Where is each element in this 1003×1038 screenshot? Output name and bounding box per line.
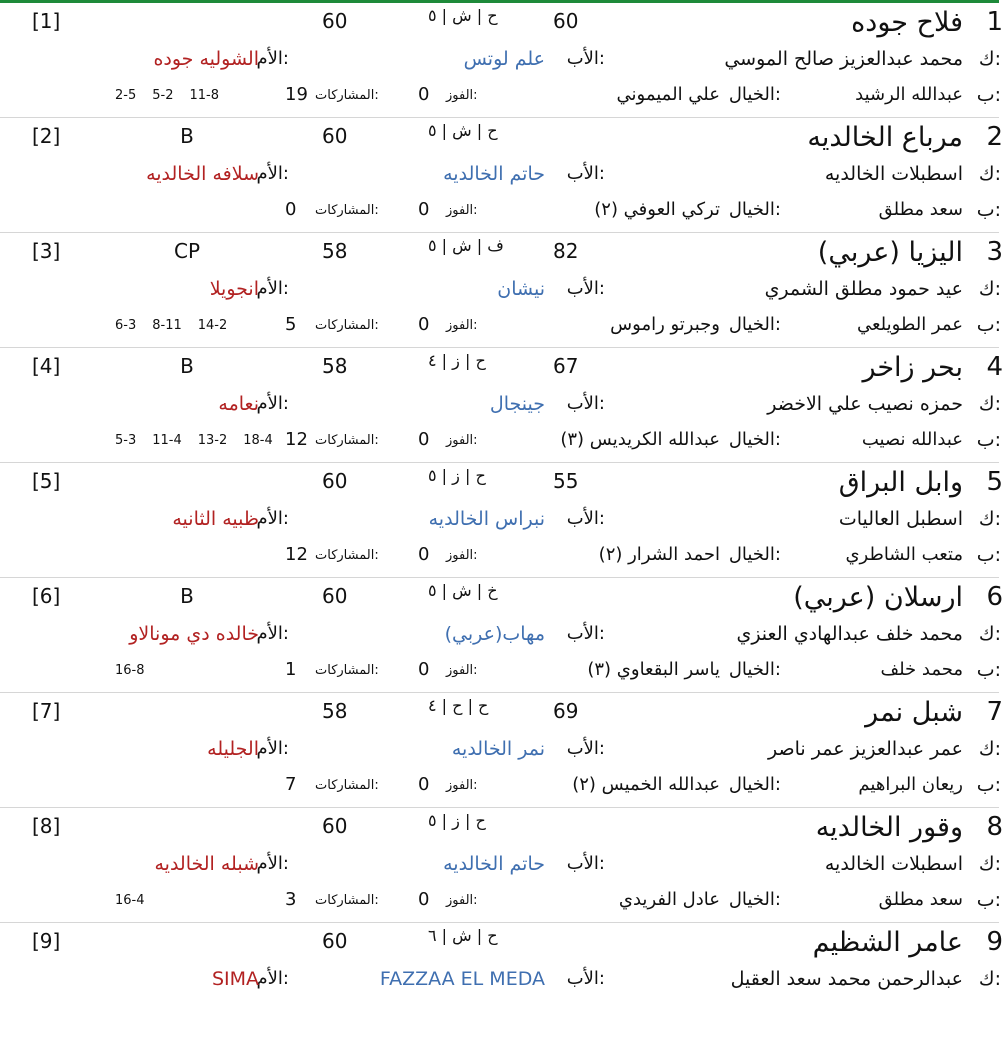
carried-weight: 58 (322, 354, 348, 378)
jockey-name[interactable]: تركي العوفي (٢) (594, 199, 720, 220)
wins-label: الفوز: (446, 318, 478, 333)
horse-name[interactable]: عامر الشظيم (812, 927, 963, 958)
trainer-name: عمر الطويلعي (856, 314, 963, 335)
sire-label: الأب: (566, 48, 605, 69)
wins-label: الفوز: (446, 433, 478, 448)
jockey-label: الخيال: (728, 314, 781, 335)
equipment-code: B (180, 124, 194, 148)
jockey-name[interactable]: عبدالله الخميس (٢) (572, 774, 720, 795)
jockey-label: الخيال: (728, 84, 781, 105)
horse-number: 4 (986, 352, 1003, 382)
dam-name[interactable]: سلافه الخالديه (146, 163, 259, 185)
horse-sex-color-age: خ | ش | ٥ (428, 581, 498, 600)
sire-name[interactable]: نبراس الخالديه (428, 508, 545, 530)
horse-name[interactable]: مرباع الخالديه (807, 122, 963, 153)
starts-label: المشاركات: (315, 893, 379, 908)
form-result: 16-4 (115, 893, 145, 908)
sire-name[interactable]: مهاب(عربي) (444, 623, 545, 645)
horse-name[interactable]: اليزيا (عربي) (817, 237, 963, 268)
draw-number: [5] (32, 469, 61, 493)
draw-number: [9] (32, 929, 61, 953)
form-result: 13-2 (197, 433, 228, 448)
owner-label: ك: (978, 968, 1001, 990)
horse-sex-color-age: ف | ش | ٥ (428, 236, 504, 255)
trainer-label: ب: (976, 429, 1001, 451)
equipment-code: CP (173, 239, 201, 263)
starts-count: 5 (285, 314, 297, 335)
horse-name[interactable]: ارسلان (عربي) (793, 582, 963, 613)
wins-count: 0 (418, 774, 430, 795)
dam-name[interactable]: الجليله (207, 738, 259, 760)
owner-label: ك: (978, 853, 1001, 875)
horse-sex-color-age: ح | ح | ٤ (428, 696, 489, 715)
horse-rating: 67 (553, 354, 579, 378)
trainer-label: ب: (976, 774, 1001, 796)
trainer-label: ب: (976, 314, 1001, 336)
horse-entry[interactable] (0, 693, 1003, 808)
jockey-name[interactable]: عادل الفريدي (618, 889, 720, 910)
starts-label: المشاركات: (315, 88, 379, 103)
sire-label: الأب: (566, 968, 605, 989)
horse-sex-color-age: ح | ش | ٦ (428, 926, 498, 945)
draw-number: [1] (32, 9, 61, 33)
horse-entry[interactable] (0, 808, 1003, 923)
horse-number: 2 (986, 122, 1003, 152)
owner-label: ك: (978, 738, 1001, 760)
dam-label: الأم: (256, 48, 289, 69)
horse-number: 8 (986, 812, 1003, 842)
equipment-code: B (180, 584, 194, 608)
wins-count: 0 (418, 84, 430, 105)
sire-name[interactable]: نيشان (497, 278, 545, 300)
draw-number: [4] (32, 354, 61, 378)
sire-name[interactable]: نمر الخالديه (451, 738, 545, 760)
dam-name[interactable]: ظبيه الثانيه (172, 508, 259, 530)
horse-entry[interactable] (0, 578, 1003, 693)
dam-name[interactable]: انجويلا (209, 278, 259, 300)
draw-number: [6] (32, 584, 61, 608)
starts-count: 1 (285, 659, 297, 680)
trainer-label: ب: (976, 199, 1001, 221)
jockey-name[interactable]: عبدالله الكريديس (٣) (560, 429, 720, 450)
starts-count: 12 (285, 429, 308, 450)
horse-sex-color-age: ح | ش | ٥ (428, 6, 498, 25)
trainer-label: ب: (976, 659, 1001, 681)
owner-name: حمزه نصيب علي الاخضر (767, 393, 963, 415)
wins-label: الفوز: (446, 88, 478, 103)
horse-name[interactable]: شبل نمر (865, 697, 963, 728)
draw-number: [2] (32, 124, 61, 148)
sire-label: الأب: (566, 278, 605, 299)
trainer-name: سعد مطلق (878, 889, 963, 910)
form-result: 16-8 (115, 663, 145, 678)
dam-label: الأم: (256, 738, 289, 759)
recent-form (115, 434, 289, 447)
wins-label: الفوز: (446, 893, 478, 908)
sire-name[interactable]: جينجال (489, 393, 545, 415)
carried-weight: 60 (322, 814, 348, 838)
wins-count: 0 (418, 429, 430, 450)
horse-rating: 60 (553, 9, 579, 33)
starts-count: 12 (285, 544, 308, 565)
wins-count: 0 (418, 544, 430, 565)
horse-name[interactable]: وقور الخالديه (815, 812, 963, 843)
horse-number: 9 (986, 927, 1003, 957)
sire-label: الأب: (566, 163, 605, 184)
trainer-name: متعب الشاطري (845, 544, 963, 565)
owner-name: عبدالرحمن محمد سعد العقيل (730, 968, 963, 990)
wins-count: 0 (418, 659, 430, 680)
form-result: 11-4 (152, 433, 182, 448)
horse-name[interactable]: فلاح جوده (851, 7, 963, 38)
horse-rating: 69 (553, 699, 579, 723)
sire-name[interactable]: FAZZAA EL MEDA (379, 968, 545, 990)
jockey-label: الخيال: (728, 544, 781, 565)
starts-label: المشاركات: (315, 778, 379, 793)
race-card-list (0, 3, 1003, 1038)
sire-label: الأب: (566, 738, 605, 759)
horse-entry[interactable] (0, 923, 1003, 1038)
equipment-code: B (180, 354, 194, 378)
horse-number: 6 (986, 582, 1003, 612)
form-result: 6-3 (115, 318, 137, 333)
owner-name: اسطبل العاليات (838, 508, 963, 530)
starts-count: 0 (285, 199, 297, 220)
wins-count: 0 (418, 199, 430, 220)
recent-form (115, 89, 235, 102)
starts-count: 19 (285, 84, 308, 105)
dam-label: الأم: (256, 278, 289, 299)
form-result: 5-3 (115, 433, 137, 448)
jockey-name[interactable]: وجبرتو راموس (610, 314, 720, 335)
horse-sex-color-age: ح | ز | ٥ (428, 466, 486, 485)
owner-label: ك: (978, 163, 1001, 185)
owner-label: ك: (978, 48, 1001, 70)
owner-label: ك: (978, 393, 1001, 415)
sire-label: الأب: (566, 393, 605, 414)
form-result: 18-4 (243, 433, 273, 448)
dam-name[interactable]: نعامه (218, 393, 259, 415)
dam-name[interactable]: الشوليه جوده (153, 48, 259, 70)
horse-entry[interactable] (0, 463, 1003, 578)
starts-label: المشاركات: (315, 548, 379, 563)
carried-weight: 58 (322, 699, 348, 723)
carried-weight: 60 (322, 469, 348, 493)
jockey-label: الخيال: (728, 889, 781, 910)
starts-label: المشاركات: (315, 318, 379, 333)
dam-name[interactable]: SIMA (211, 968, 259, 990)
owner-name: اسطبلات الخالديه (824, 163, 963, 185)
dam-label: الأم: (256, 968, 289, 989)
form-result: 2-5 (115, 88, 137, 103)
carried-weight: 60 (322, 9, 348, 33)
trainer-label: ب: (976, 544, 1001, 566)
recent-form (115, 319, 243, 332)
trainer-label: ب: (976, 889, 1001, 911)
sire-name[interactable]: حاتم الخالديه (443, 163, 545, 185)
carried-weight: 58 (322, 239, 348, 263)
dam-label: الأم: (256, 163, 289, 184)
sire-name[interactable]: علم لوتس (463, 48, 545, 70)
owner-name: اسطبلات الخالديه (824, 853, 963, 875)
wins-count: 0 (418, 889, 430, 910)
horse-rating: 55 (553, 469, 579, 493)
horse-sex-color-age: ح | ش | ٥ (428, 121, 498, 140)
sire-label: الأب: (566, 853, 605, 874)
wins-label: الفوز: (446, 548, 478, 563)
starts-label: المشاركات: (315, 663, 379, 678)
horse-name[interactable]: بحر زاخر (862, 352, 963, 383)
recent-form (115, 664, 161, 677)
wins-label: الفوز: (446, 203, 478, 218)
jockey-name[interactable]: ياسر البقعاوي (٣) (587, 659, 720, 680)
jockey-name[interactable]: احمد الشرار (٢) (598, 544, 720, 565)
starts-label: المشاركات: (315, 203, 379, 218)
trainer-name: عبدالله نصيب (861, 429, 963, 450)
horse-number: 1 (986, 7, 1003, 37)
wins-label: الفوز: (446, 663, 478, 678)
trainer-name: سعد مطلق (878, 199, 963, 220)
owner-name: عيد حمود مطلق الشمري (764, 278, 963, 300)
dam-name[interactable]: خالده دي مونالاو (129, 623, 259, 645)
sire-label: الأب: (566, 508, 605, 529)
jockey-label: الخيال: (728, 774, 781, 795)
horse-entry[interactable] (0, 233, 1003, 348)
carried-weight: 60 (322, 584, 348, 608)
dam-label: الأم: (256, 623, 289, 644)
wins-label: الفوز: (446, 778, 478, 793)
carried-weight: 60 (322, 124, 348, 148)
jockey-label: الخيال: (728, 199, 781, 220)
owner-label: ك: (978, 278, 1001, 300)
recent-form (115, 894, 161, 907)
form-result: 11-8 (189, 88, 219, 103)
horse-sex-color-age: ح | ز | ٥ (428, 811, 486, 830)
trainer-name: عبدالله الرشيد (855, 84, 963, 105)
horse-entry[interactable] (0, 3, 1003, 118)
owner-label: ك: (978, 623, 1001, 645)
trainer-label: ب: (976, 84, 1001, 106)
starts-count: 7 (285, 774, 297, 795)
draw-number: [8] (32, 814, 61, 838)
horse-sex-color-age: ح | ز | ٤ (428, 351, 486, 370)
horse-name[interactable]: وابل البراق (838, 467, 963, 498)
form-result: 8-11 (152, 318, 182, 333)
dam-label: الأم: (256, 508, 289, 529)
draw-number: [3] (32, 239, 61, 263)
draw-number: [7] (32, 699, 61, 723)
dam-label: الأم: (256, 853, 289, 874)
starts-count: 3 (285, 889, 297, 910)
trainer-name: محمد خلف (880, 659, 963, 680)
sire-name[interactable]: حاتم الخالديه (443, 853, 545, 875)
horse-number: 5 (986, 467, 1003, 497)
dam-name[interactable]: شبله الخالديه (154, 853, 259, 875)
horse-number: 3 (986, 237, 1003, 267)
owner-label: ك: (978, 508, 1001, 530)
dam-label: الأم: (256, 393, 289, 414)
jockey-label: الخيال: (728, 659, 781, 680)
form-result: 14-2 (197, 318, 228, 333)
starts-label: المشاركات: (315, 433, 379, 448)
owner-name: محمد خلف عبدالهادي العنزي (736, 623, 963, 645)
horse-number: 7 (986, 697, 1003, 727)
horse-entry[interactable] (0, 348, 1003, 463)
sire-label: الأب: (566, 623, 605, 644)
owner-name: عمر عبدالعزيز عمر ناصر (768, 738, 963, 760)
carried-weight: 60 (322, 929, 348, 953)
form-result: 5-2 (152, 88, 174, 103)
jockey-name[interactable]: علي الميموني (616, 84, 720, 105)
horse-entry[interactable] (0, 118, 1003, 233)
wins-count: 0 (418, 314, 430, 335)
jockey-label: الخيال: (728, 429, 781, 450)
owner-name: محمد عبدالعزيز صالح الموسي (724, 48, 963, 70)
horse-rating: 82 (553, 239, 579, 263)
trainer-name: ريعان البراهيم (858, 774, 963, 795)
